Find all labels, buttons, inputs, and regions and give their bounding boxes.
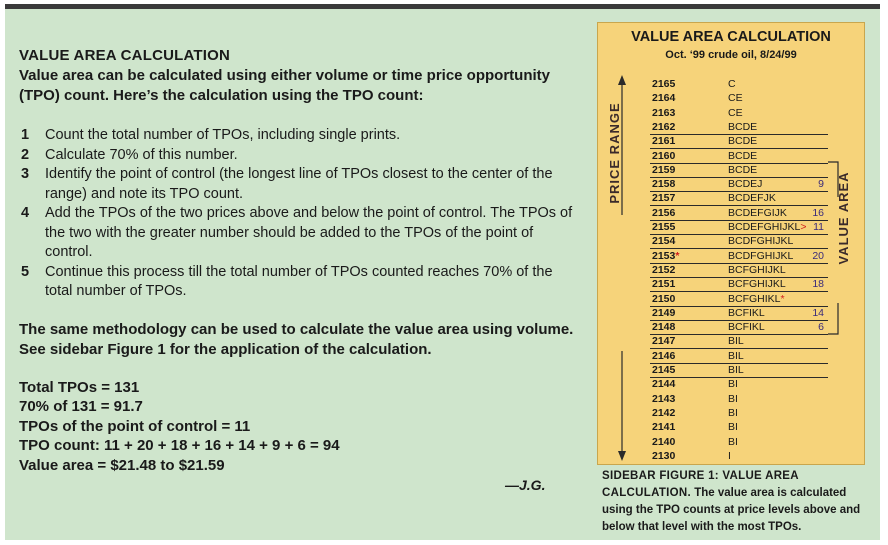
price-level: 2150 xyxy=(652,292,676,305)
price-level: 2161 xyxy=(652,135,676,148)
tpo-row xyxy=(598,121,864,135)
tpo-count: 20 xyxy=(812,249,824,262)
tpo-letters: BIL xyxy=(728,364,744,376)
tpo-letters: BCFGHIKL* xyxy=(728,292,785,305)
tpo-letters: BCDEJ xyxy=(728,178,763,191)
tpo-letters: BCDEFGIJK xyxy=(728,206,787,219)
tpo-letters: BI xyxy=(728,406,738,419)
letters-marker: > xyxy=(800,221,807,233)
tpo-letters: BI xyxy=(728,421,738,434)
result-line: TPOs of the point of control = 11 xyxy=(19,417,251,435)
tpo-row xyxy=(598,192,864,206)
article-panel xyxy=(5,4,880,540)
tpo-row xyxy=(598,350,864,364)
tpo-row xyxy=(598,421,864,435)
tpo-letters: BCFGHIJKL xyxy=(728,263,786,276)
tpo-letters: BCDE xyxy=(728,163,758,176)
tpo-letters: CE xyxy=(728,106,743,119)
price-level: 2154 xyxy=(652,235,676,248)
price-level: 2142 xyxy=(652,406,676,419)
article-title: VALUE AREA CALCULATION xyxy=(19,47,231,64)
article-intro: Value area can be calculated using either volume or time price opportunity (TPO) count. Here’s the calculation using the TPO count: xyxy=(19,67,550,104)
price-level: 2152 xyxy=(652,263,676,276)
result-line: TPO count: 11 + 20 + 18 + 16 + 14 + 9 + 6 = 94 xyxy=(19,437,340,454)
tpo-row xyxy=(598,107,864,121)
tpo-letters: BCFIKL xyxy=(728,321,765,334)
price-level: 2151 xyxy=(652,278,676,291)
result-line: Total TPOs = 131 xyxy=(19,378,140,396)
step-item xyxy=(19,146,579,166)
tpo-row xyxy=(598,178,864,192)
step-text: Count the total number of TPOs, including single prints. xyxy=(45,127,401,143)
step-item xyxy=(19,204,579,263)
step-text: Add the TPOs of the two prices above and below the point of control. The TPOs of the two with the greater number should be added to the TPOs of the point of control. xyxy=(45,205,573,260)
price-level: 2156 xyxy=(652,206,676,219)
tpo-letters: BCDFGHIJKL xyxy=(728,235,794,248)
tpo-row xyxy=(598,436,864,450)
tpo-letters: BCDE xyxy=(728,149,758,162)
price-level: 2146 xyxy=(652,349,676,362)
step-number: 4 xyxy=(21,205,30,221)
step-number: 3 xyxy=(21,166,30,182)
price-level: 2145 xyxy=(652,364,676,376)
tpo-row xyxy=(598,221,864,235)
figure-caption xyxy=(602,468,872,536)
tpo-row xyxy=(598,335,864,349)
step-text: Calculate 70% of this number. xyxy=(45,146,238,163)
step-item xyxy=(19,263,579,302)
tpo-row xyxy=(598,378,864,392)
tpo-row xyxy=(598,393,864,407)
figure-title: VALUE AREA CALCULATION xyxy=(631,29,831,45)
step-item xyxy=(19,165,579,204)
price-level: 2164 xyxy=(652,92,676,105)
tpo-letters: C xyxy=(728,78,736,90)
tpo-letters: BI xyxy=(728,392,738,405)
poc-marker: * xyxy=(675,249,680,262)
tpo-letters: BI xyxy=(728,435,738,448)
tpo-row xyxy=(598,235,864,249)
letters-marker: * xyxy=(780,292,785,305)
price-range-label: PRICE RANGE xyxy=(607,102,622,204)
tpo-row xyxy=(598,164,864,178)
step-text: Continue this process till the total number of TPOs counted reaches 70% of the total number of TPOs. xyxy=(45,263,553,299)
step-number: 1 xyxy=(21,127,30,143)
result-line: 70% of 131 = 91.7 xyxy=(19,398,143,415)
step-item xyxy=(19,126,579,146)
sidebar-figure xyxy=(597,22,865,465)
tpo-letters: BCDEFJK xyxy=(728,192,776,205)
price-level: 2149 xyxy=(652,306,676,319)
price-level: 2153* xyxy=(652,249,680,262)
price-level: 2160 xyxy=(652,149,676,162)
tpo-letters: BCDE xyxy=(728,120,758,133)
result-line: Value area = $21.48 to $21.59 xyxy=(19,456,225,474)
tpo-row xyxy=(598,207,864,221)
price-level: 2158 xyxy=(652,178,676,191)
price-level: 2148 xyxy=(652,321,676,334)
step-number: 2 xyxy=(21,146,30,163)
price-level: 2155 xyxy=(652,221,676,233)
tpo-row xyxy=(598,135,864,149)
tpo-row xyxy=(598,92,864,106)
tpo-letters: BCFGHIJKL xyxy=(728,278,786,291)
tpo-letters: I xyxy=(728,449,731,462)
value-area-label: VALUE AREA xyxy=(836,171,851,265)
tpo-row xyxy=(598,278,864,292)
tpo-row xyxy=(598,264,864,278)
price-level: 2159 xyxy=(652,163,676,176)
tpo-letters: BIL xyxy=(728,335,744,348)
methodology-note: The same methodology can be used to calculate the value area using volume. See sidebar Figure 1 for the application of the calculation. xyxy=(19,320,574,358)
article-body xyxy=(19,47,579,475)
tpo-count: 14 xyxy=(812,306,824,319)
price-level: 2163 xyxy=(652,106,676,119)
tpo-count: 16 xyxy=(812,206,824,219)
price-level: 2141 xyxy=(652,421,676,434)
price-level: 2162 xyxy=(652,120,676,133)
step-number: 5 xyxy=(21,263,30,280)
tpo-count: 11 xyxy=(813,221,824,233)
tpo-count: 6 xyxy=(818,321,824,334)
tpo-row xyxy=(598,78,864,92)
tpo-letters: BCDFGHIJKL xyxy=(728,249,794,262)
tpo-letters: BIL xyxy=(728,349,744,362)
caption-text: The value area is calculated using the TPO counts at price levels above and below that level with the most TPOs. xyxy=(602,487,861,533)
tpo-row xyxy=(598,250,864,264)
tpo-row xyxy=(598,364,864,378)
price-level: 2130 xyxy=(652,449,676,462)
price-level: 2140 xyxy=(652,435,676,448)
tpo-row xyxy=(598,321,864,335)
tpo-letters: CE xyxy=(728,92,743,105)
results-block xyxy=(19,378,579,476)
price-level: 2165 xyxy=(652,78,676,90)
tpo-row xyxy=(598,450,864,464)
price-level: 2157 xyxy=(652,192,676,205)
author-byline: —J.G. xyxy=(505,477,546,493)
figure-subtitle: Oct. ‘99 crude oil, 8/24/99 xyxy=(665,49,797,61)
price-level: 2144 xyxy=(652,378,676,391)
tpo-count: 18 xyxy=(812,278,824,291)
tpo-row xyxy=(598,293,864,307)
price-level: 2147 xyxy=(652,335,676,348)
caption-head: SIDEBAR FIGURE 1: VALUE AREA CALCULATION. xyxy=(602,470,799,499)
tpo-row xyxy=(598,307,864,321)
tpo-letters: BCFIKL xyxy=(728,306,765,319)
price-level: 2143 xyxy=(652,392,676,405)
tpo-letters: BCDE xyxy=(728,135,758,148)
tpo-row xyxy=(598,407,864,421)
tpo-row xyxy=(598,150,864,164)
steps-list xyxy=(19,126,579,302)
tpo-letters: BCDEFGHIJKL> xyxy=(728,221,807,233)
tpo-letters: BI xyxy=(728,378,738,391)
tpo-count: 9 xyxy=(818,178,824,191)
step-text: Identify the point of control (the longest line of TPOs closest to the center of the range) and note its TPO count. xyxy=(45,166,553,202)
